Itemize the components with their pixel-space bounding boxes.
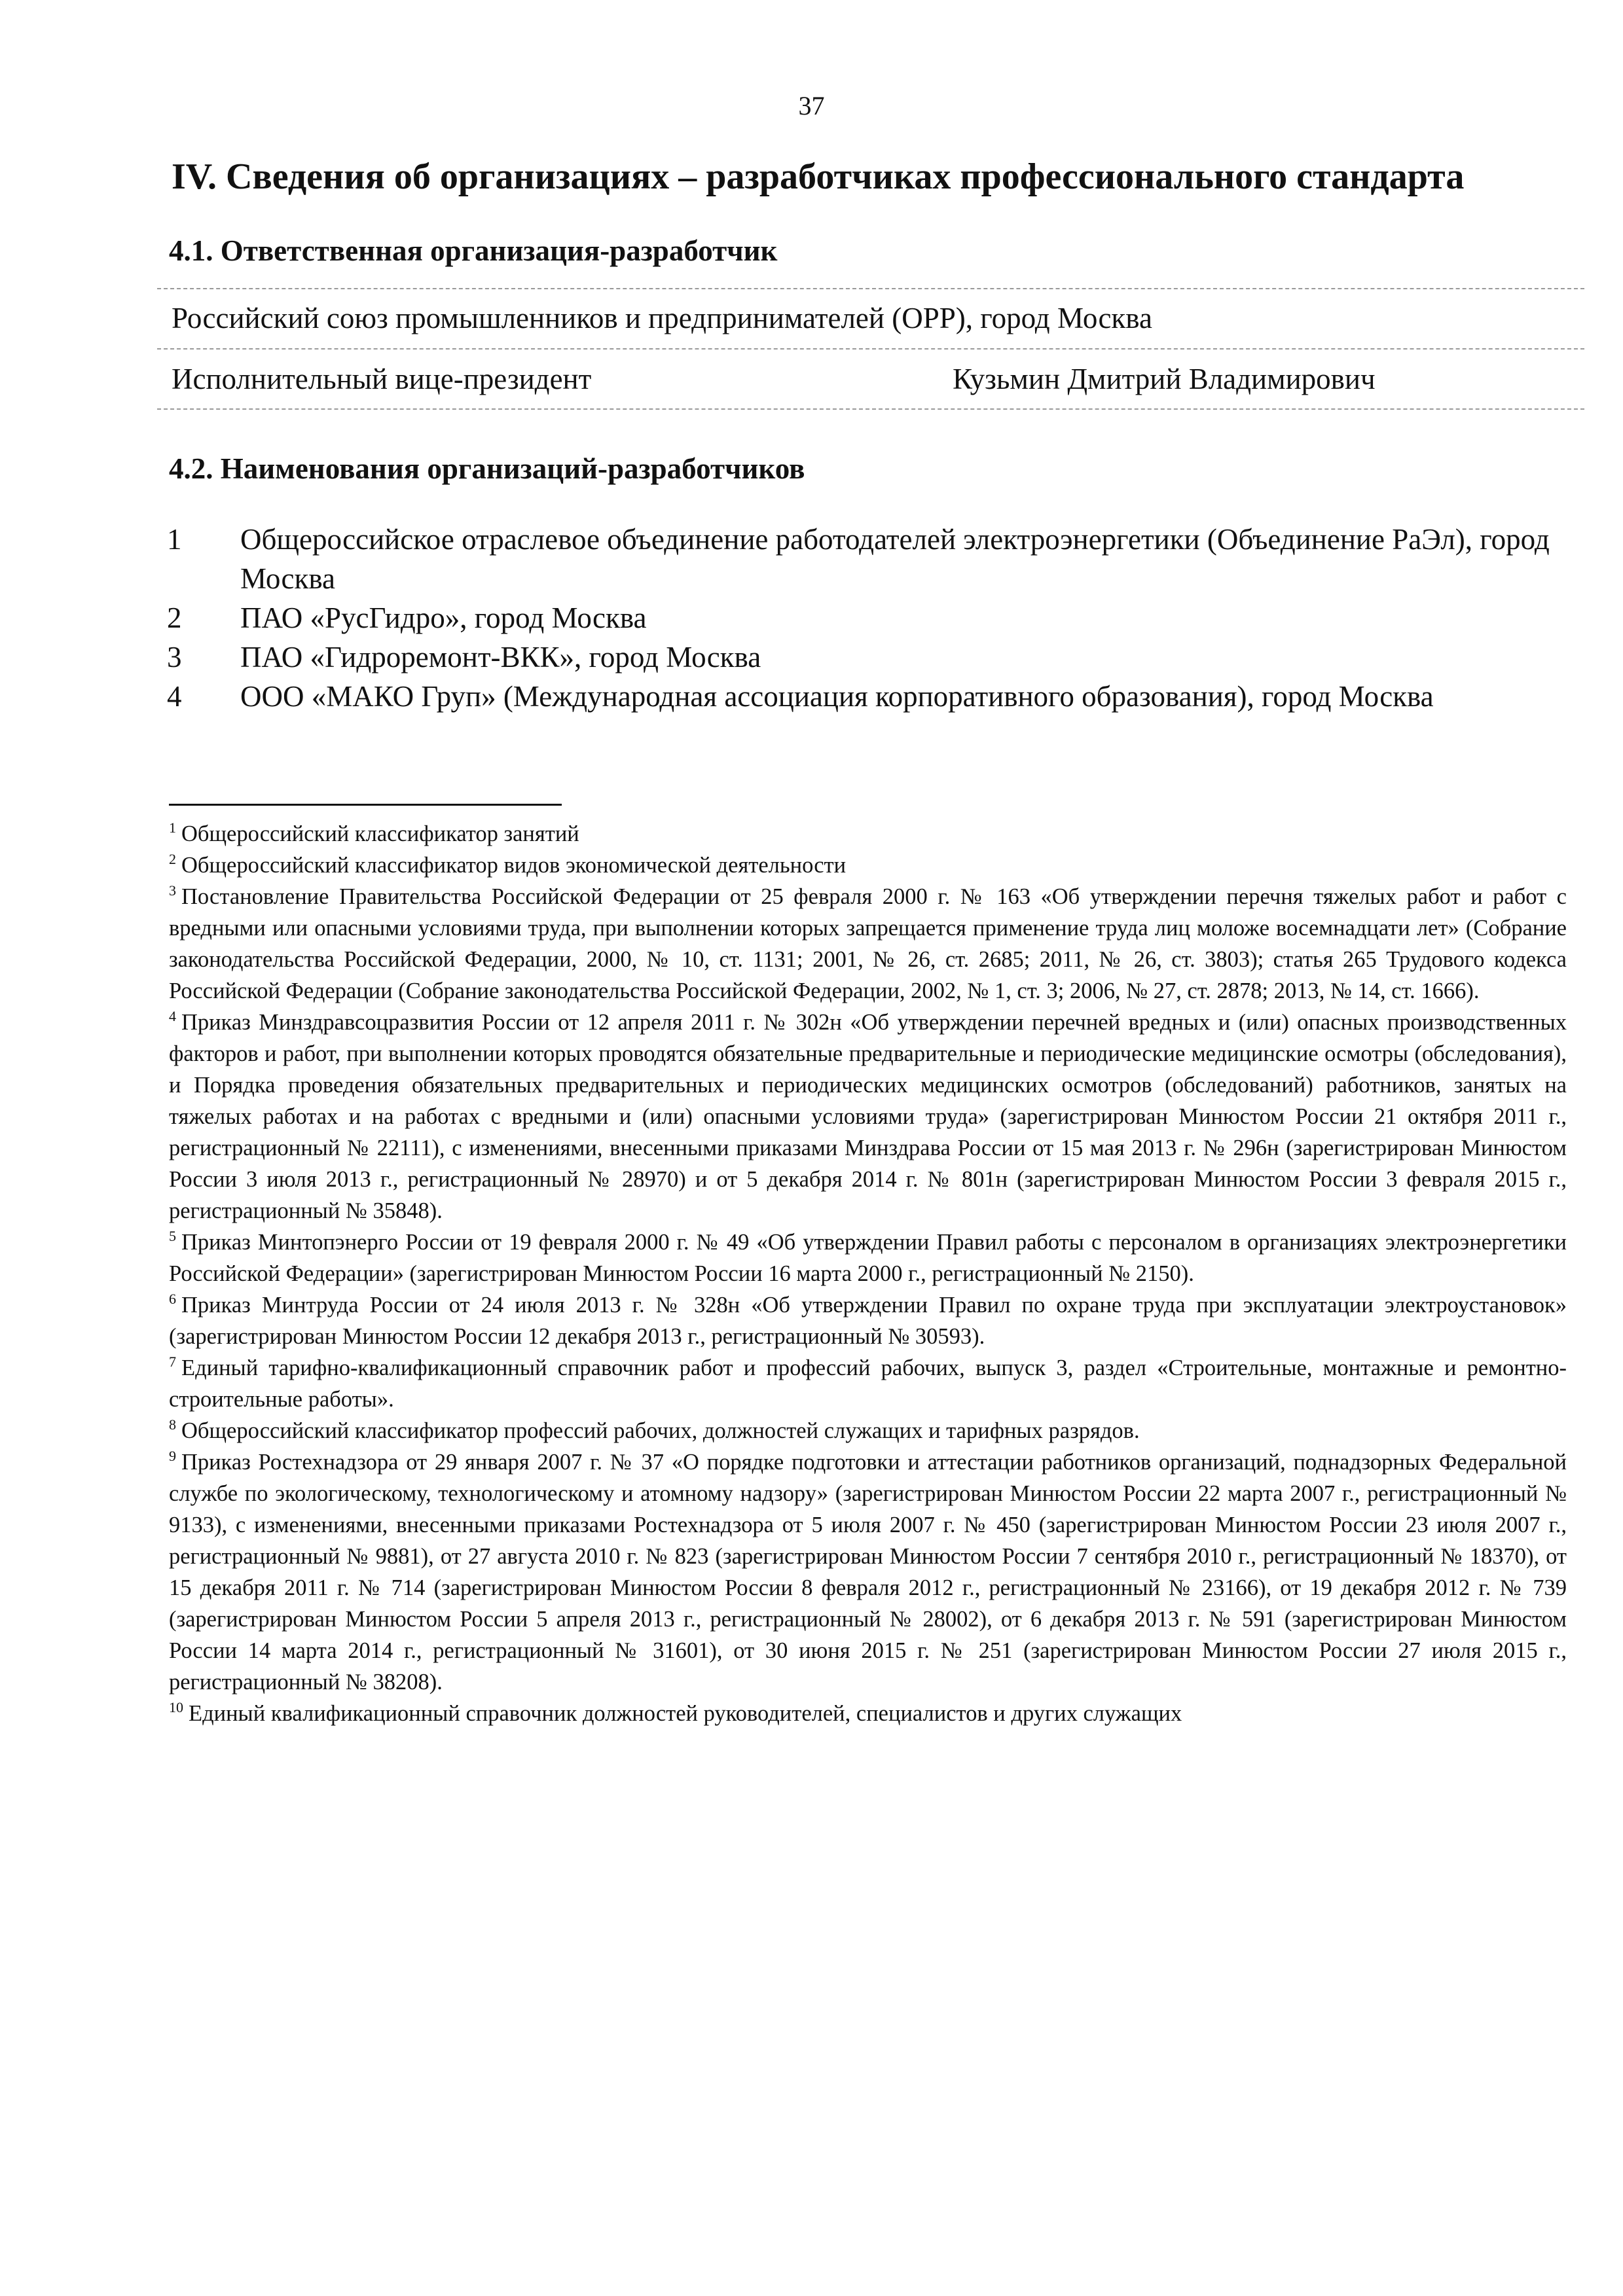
developer-org-number: 3 [167, 641, 182, 673]
developer-org-item [167, 598, 1561, 637]
footnote-text: Приказ Минтруда России от 24 июля 2013 г. № 328н «Об утверждении Правил по охране труда при эксплуатации электроустановок» (зарегистрирован Минюстом России 12 декабря 2013 г., регистрационный № 30593). [169, 1293, 1567, 1349]
developer-org-name: ПАО «Гидроремонт-ВКК», город Москва [240, 641, 761, 673]
footnote [169, 881, 1567, 1007]
footnote [169, 1352, 1567, 1415]
developer-org-name: Общероссийское отраслевое объединение работодателей электроэнергетики (Объединение РаЭл), город Москва [240, 523, 1550, 595]
footnote-text: Приказ Минздравсоцразвития России от 12 апреля 2011 г. № 302н «Об утверждении перечней вредных и (или) опасных производственных факторов и работ, при выполнении которых проводятся обязательные предварительные и периодические медицинские осмотры (обследования), и Порядка проведения обязательных предварительных и периодических медицинских осмотров (обследований) работников, занятых на тяжелых работах и на работах с вредными и (или) опасными условиями труда» (зарегистрирован Минюстом России 21 октября 2011 г., регистрационный № 22111), с изменениями, внесенными приказами Минздрава России от 15 мая 2013 г. № 296н (зарегистрирован Минюстом России 3 июля 2013 г., регистрационный № 28970) и от 5 декабря 2014 г. № 801н (зарегистрирован Минюстом России 3 февраля 2015 г., регистрационный № 35848). [169, 1010, 1567, 1223]
footnote [169, 1415, 1567, 1446]
footnote-text: Единый тарифно-квалификационный справочник работ и профессий рабочих, выпуск 3, раздел «Строительные, монтажные и ремонтно-строительные работы». [169, 1355, 1567, 1412]
footnote-marker: 8 [169, 1416, 176, 1433]
footnote [169, 818, 1567, 850]
responsible-org-name: Российский союз промышленников и предпринимателей (ОРР), город Москва [172, 302, 1152, 334]
table-divider [157, 408, 1584, 410]
developer-orgs-list [167, 520, 1561, 716]
footnote-text: Единый квалификационный справочник должностей руководителей, специалистов и других служащих [189, 1701, 1182, 1726]
developer-org-name: ПАО «РусГидро», город Москва [240, 601, 647, 634]
developer-org-name: ООО «МАКО Груп» (Международная ассоциация корпоративного образования), город Москва [240, 680, 1434, 713]
footnote-text: Приказ Ростехнадзора от 29 января 2007 г. № 37 «О порядке подготовки и аттестации работников организаций, поднадзорных Федеральной службе по экологическому, технологическому и атомному надзору» (зарегистрирован Минюстом России 22 марта 2007 г., регистрационный № 9133), с изменениями, внесенными приказами Ростехнадзора от 5 июля 2007 г. № 450 (зарегистрирован Минюстом России 23 июля 2007 г., регистрационный № 9881), от 27 августа 2010 г. № 823 (зарегистрирован Минюстом России 7 сентября 2010 г., регистрационный № 18370), от 15 декабря 2011 г. № 714 (зарегистрирован Минюстом России 8 февраля 2012 г., регистрационный № 23166), от 19 декабря 2012 г. № 739 (зарегистрирован Минюстом России 5 апреля 2013 г., регистрационный № 28002), от 6 декабря 2013 г. № 591 (зарегистрирован Минюстом России 14 марта 2014 г., регистрационный № 31601), от 30 июня 2015 г. № 251 (зарегистрирован Минюстом России 27 июля 2015 г., регистрационный № 38208). [169, 1450, 1567, 1695]
developer-org-item [167, 520, 1561, 598]
footnote-text: Общероссийский классификатор профессий рабочих, должностей служащих и тарифных разрядов. [181, 1418, 1140, 1443]
developer-org-item [167, 637, 1561, 677]
responsible-org-heading: 4.1. Ответственная организация-разработчик [169, 234, 778, 267]
footnotes [169, 818, 1567, 1729]
footnote [169, 1446, 1567, 1698]
table-divider [157, 348, 1584, 350]
footnote-marker: 1 [169, 819, 176, 836]
footnote-marker: 4 [169, 1008, 176, 1024]
footnote [169, 850, 1567, 881]
footnote [169, 1227, 1567, 1289]
developer-org-number: 2 [167, 601, 182, 634]
footnote-separator [169, 804, 562, 806]
section-title: IV. Сведения об организациях – разработчиках профессионального стандарта [172, 156, 1465, 197]
footnote-text: Постановление Правительства Российской Федерации от 25 февраля 2000 г. № 163 «Об утверждении перечня тяжелых работ и работ с вредными или опасными условиями труда, при выполнении которых запрещается применение труда лиц моложе восемнадцати лет» (Собрание законодательства Российской Федерации, 2000, № 10, ст. 1131; 2001, № 26, ст. 2685; 2011, № 26, ст. 3803); статья 265 Трудового кодекса Российской Федерации (Собрание законодательства Российской Федерации, 2002, № 1, ст. 3; 2006, № 27, ст. 2878; 2013, № 14, ст. 1666). [169, 884, 1567, 1003]
responsible-position: Исполнительный вице-президент [172, 363, 592, 395]
footnote-marker: 9 [169, 1448, 176, 1464]
footnote-marker: 5 [169, 1228, 176, 1244]
footnote-marker: 2 [169, 851, 176, 867]
footnote-marker: 7 [169, 1354, 176, 1370]
responsible-person-name: Кузьмин Дмитрий Владимирович [953, 363, 1376, 395]
footnote-text: Общероссийский классификатор видов экономической деятельности [181, 853, 847, 878]
footnote-marker: 10 [169, 1699, 183, 1715]
table-divider [157, 288, 1584, 289]
developer-org-item [167, 677, 1561, 716]
footnote-text: Общероссийский классификатор занятий [181, 821, 579, 846]
footnote-marker: 3 [169, 882, 176, 899]
footnote [169, 1007, 1567, 1227]
footnote-marker: 6 [169, 1291, 176, 1307]
developer-org-number: 4 [167, 680, 182, 713]
developer-org-number: 1 [167, 523, 182, 556]
developer-orgs-heading: 4.2. Наименования организаций-разработчиков [169, 452, 805, 485]
footnote [169, 1289, 1567, 1352]
footnote [169, 1698, 1567, 1729]
page-number: 37 [798, 91, 825, 120]
footnote-text: Приказ Минтопэнерго России от 19 февраля 2000 г. № 49 «Об утверждении Правил работы с персоналом в организациях электроэнергетики Российской Федерации» (зарегистрирован Минюстом России 16 марта 2000 г., регистрационный № 2150). [169, 1230, 1567, 1286]
